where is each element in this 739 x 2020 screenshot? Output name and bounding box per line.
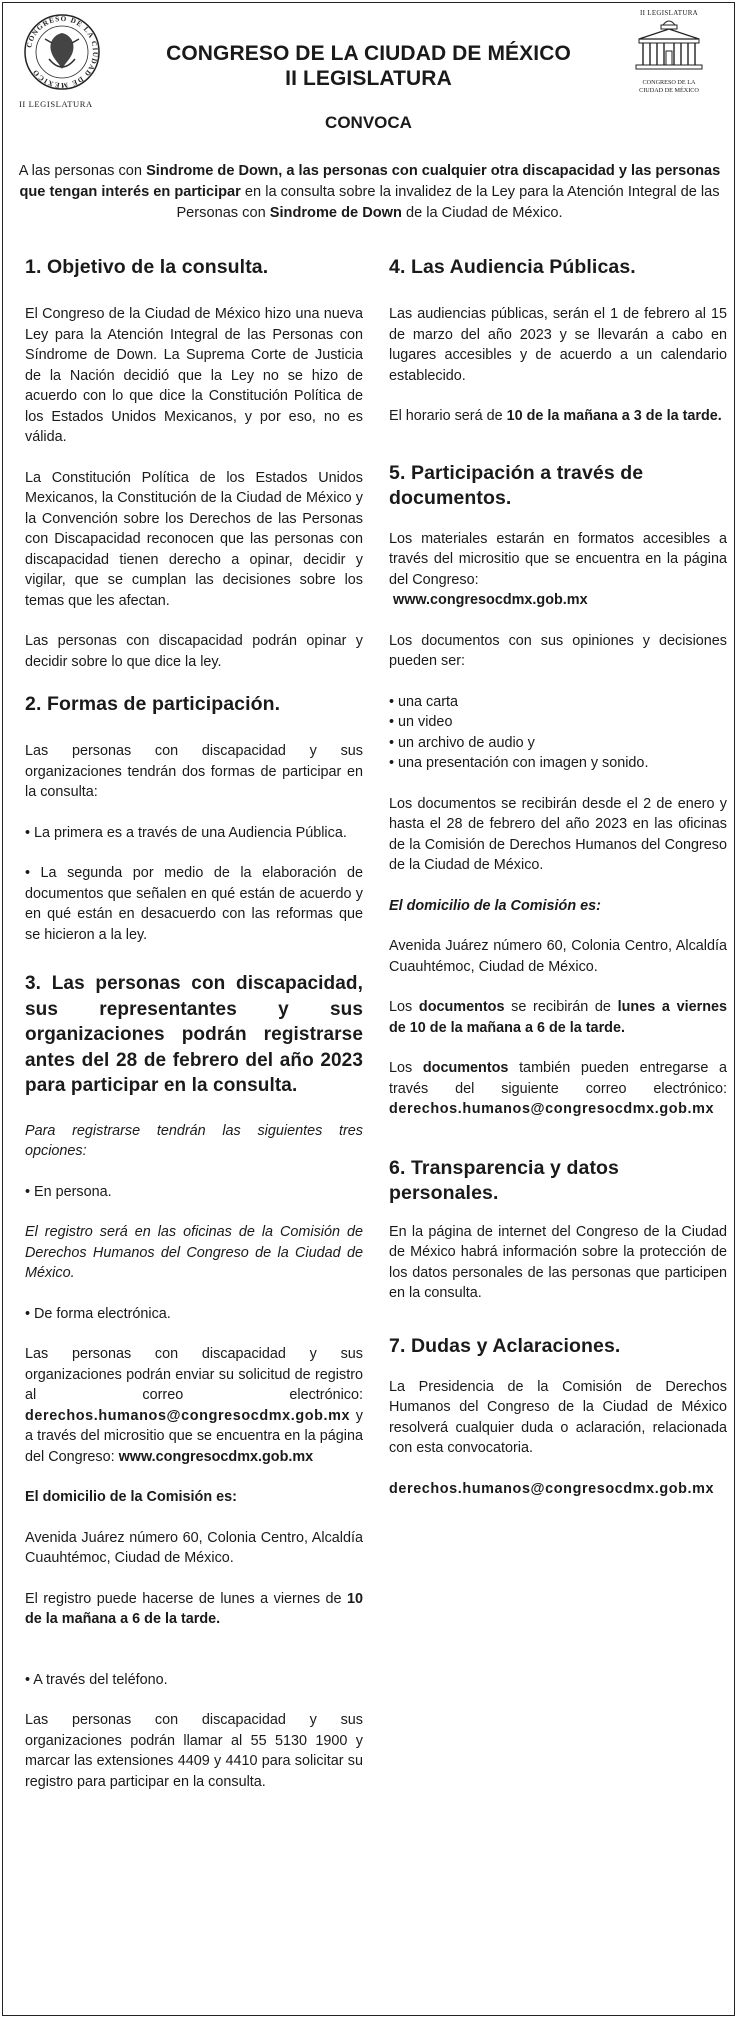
section-3-domicile-title: El domicilio de la Comisión es: xyxy=(25,1489,237,1505)
docs2-text-a: Los xyxy=(389,1060,423,1076)
intro-bold-1: Sindrome de Down, a las personas con cualquier otra discapacidad y las personas que tengan interés en participar xyxy=(19,163,721,200)
page-title xyxy=(3,41,734,91)
list-item: • un archivo de audio y xyxy=(389,734,535,751)
section-3-in-person-text: El registro será en las oficinas de la Comisión de Derechos Humanos del Congreso de la Ciudad de México. xyxy=(25,1224,363,1281)
section-4-title: 4. Las Audiencia Públicas. xyxy=(389,256,636,278)
electronic-text-a: Las personas con discapacidad y sus organizaciones podrán enviar su solicitud de registro al correo electrónico: xyxy=(25,1346,363,1403)
title-line-1: CONGRESO DE LA CIUDAD DE MÉXICO xyxy=(166,42,571,65)
registration-email-link[interactable]: derechos.humanos@congresocdmx.gob.mx xyxy=(25,1407,351,1424)
logo-bottom-caption-2: CIUDAD DE MÉXICO xyxy=(639,87,699,94)
section-2-option-2: • La segunda por medio de la elaboración de documentos que señalen en qué están de acuerdo y en qué están en desacuerdo con las reformas que se hicieron a la ley. xyxy=(25,865,363,943)
electronic-text-b: y a través del micrositio que se encuentra en la página del Congreso: xyxy=(25,1407,363,1465)
schedule-hours: 10 de la mañana a 6 de la tarde. xyxy=(25,1590,363,1627)
materials-text: Los materiales estarán en formatos accesibles a través del micrositio que se encuentra en la página del Congreso: xyxy=(389,530,727,588)
section-3-domicile-address: Avenida Juárez número 60, Colonia Centro, Alcaldía Cuauhtémoc, Ciudad de México. xyxy=(25,1529,363,1566)
section-3-option-in-person: • En persona. xyxy=(25,1183,112,1200)
section-5-paragraph-4 xyxy=(389,997,727,1038)
section-7-paragraph-1: La Presidencia de la Comisión de Derechos Humanos del Congreso de la Ciudad de México resolverá cualquier duda o aclaración, relacionada con esta convocatoria. xyxy=(389,1378,727,1456)
section-1-paragraph-3: Las personas con discapacidad podrán opinar y decidir sobre lo que dice la ley. xyxy=(25,633,363,670)
section-3-option-phone: • A través del teléfono. xyxy=(25,1671,168,1688)
section-2-paragraph-1: Las personas con discapacidad y sus organizaciones tendrán dos formas de participar en la consulta: xyxy=(25,743,363,800)
title-line-2: II LEGISLATURA xyxy=(285,67,452,90)
intro-text-3: de la Ciudad de México. xyxy=(401,205,563,221)
docs2-text-b: documentos xyxy=(422,1060,509,1076)
logo-bottom-caption-1: CONGRESO DE LA xyxy=(642,79,696,86)
section-2-title: 2. Formas de participación. xyxy=(25,693,281,715)
section-7-title: 7. Dudas y Aclaraciones. xyxy=(389,1334,621,1357)
section-2-option-1: • La primera es a través de una Audiencia Pública. xyxy=(25,824,347,841)
docs-text-d: lunes a viernes de 10 de la mañana a 6 de la tarde. xyxy=(389,999,727,1036)
list-item: • un video xyxy=(389,714,453,730)
intro-text-2: en la consulta sobre la invalidez de la Ley para la Atención Integral de las Personas con xyxy=(176,184,720,221)
hours-value: 10 de la mañana a 3 de la tarde. xyxy=(506,408,722,424)
contact-email-link[interactable]: derechos.humanos@congresocdmx.gob.mx xyxy=(389,1480,715,1497)
section-3-option-electronic: • De forma electrónica. xyxy=(25,1305,171,1322)
convocatoria-page xyxy=(2,2,735,2016)
section-5-paragraph-1 xyxy=(389,529,727,611)
section-5-paragraph-2: Los documentos con sus opiniones y decisiones pueden ser: xyxy=(389,632,727,669)
section-1-paragraph-2: La Constitución Política de los Estados Unidos Mexicanos, la Constitución de la Ciudad de México y la Convención sobre los Derechos de las Personas con Discapacidad reconocen que las personas con discapacidad tienen derecho a opinar, decidir y vigilar, que se cumplan las decisiones sobre los temas que les afectan. xyxy=(25,469,363,609)
section-5-domicile-title: El domicilio de la Comisión es: xyxy=(389,897,601,914)
microsite-link[interactable]: www.congresocdmx.gob.mx xyxy=(118,1448,314,1465)
schedule-text: El registro puede hacerse de lunes a viernes de xyxy=(25,1590,347,1607)
list-item: • una presentación con imagen y sonido. xyxy=(389,755,649,771)
logo-top-caption: II LEGISLATURA xyxy=(639,9,699,17)
section-4-paragraph-1: Las audiencias públicas, serán el 1 de febrero al 15 de marzo del año 2023 y se llevarán a cabo en lugares accesibles y de acuerdo a un calendario establecido. xyxy=(389,306,727,384)
section-5-paragraph-5 xyxy=(389,1058,727,1120)
section-3-title: 3. Las personas con discapacidad, sus representantes y sus organizaciones podrán registrarse antes del 28 de febrero del año 2023 para participar en la consulta. xyxy=(25,973,363,1096)
section-3-schedule xyxy=(25,1589,363,1630)
section-5-paragraph-3: Los documentos se recibirán desde el 2 de enero y hasta el 28 de febrero del año 2023 en las oficinas de la Comisión de Derechos Humanos del Congreso de la Ciudad de México. xyxy=(389,795,727,873)
microsite-link-2[interactable]: www.congresocdmx.gob.mx xyxy=(393,592,588,608)
seal-ring-text: CONGRESO DE LA CIUDAD DE MÉXICO xyxy=(25,14,100,90)
intro-paragraph xyxy=(17,161,722,224)
section-3-intro: Para registrarse tendrán las siguientes tres opciones: xyxy=(25,1122,363,1159)
left-column xyxy=(25,255,363,1812)
section-3-electronic-text xyxy=(25,1344,363,1467)
intro-bold-2: Sindrome de Down xyxy=(269,205,402,221)
docs-text-c: se recibirán de xyxy=(504,999,618,1015)
documents-email-link[interactable]: derechos.humanos@congresocdmx.gob.mx xyxy=(389,1101,715,1117)
convoca-heading: CONVOCA xyxy=(325,113,412,132)
section-4-paragraph-2 xyxy=(389,406,727,427)
right-column xyxy=(389,255,727,1519)
document-types-list xyxy=(389,692,727,774)
docs2-text-c: también pueden entregarse a través del siguiente correo electrónico: xyxy=(389,1060,728,1097)
intro-text-1: A las personas con xyxy=(18,163,147,179)
hours-text: El horario será de xyxy=(389,408,507,424)
section-3-phone-text: Las personas con discapacidad y sus organizaciones podrán llamar al 55 5130 1900 y marcar las extensiones 4409 y 4410 para solicitar su registro para participar en la consulta. xyxy=(25,1712,363,1790)
section-1-title: 1. Objetivo de la consulta. xyxy=(25,256,269,278)
section-6-paragraph-1: En la página de internet del Congreso de la Ciudad de México habrá información sobre la protección de los datos personales de las personas que participen en la consulta. xyxy=(389,1223,727,1301)
docs-text-b: documentos xyxy=(418,999,505,1015)
docs-text-a: Los xyxy=(389,999,419,1015)
section-5-domicile-address: Avenida Juárez número 60, Colonia Centro, Alcaldía Cuauhtémoc, Ciudad de México. xyxy=(389,938,727,975)
section-6-title: 6. Transparencia y datos personales. xyxy=(389,1156,620,1204)
list-item: • una carta xyxy=(389,693,459,710)
section-1-paragraph-1: El Congreso de la Ciudad de México hizo una nueva Ley para la Atención Integral de las Personas con Síndrome de Down. La Suprema Corte de Justicia de la Nación decidió que la Ley no se hizo de acuerdo con lo que dice la Constitución Política de los Estados Unidos Mexicanos, y por eso, no es válida. xyxy=(25,306,363,445)
seal-left-caption: II LEGISLATURA xyxy=(19,99,93,109)
section-5-title: 5. Participación a través de documentos. xyxy=(389,461,644,509)
